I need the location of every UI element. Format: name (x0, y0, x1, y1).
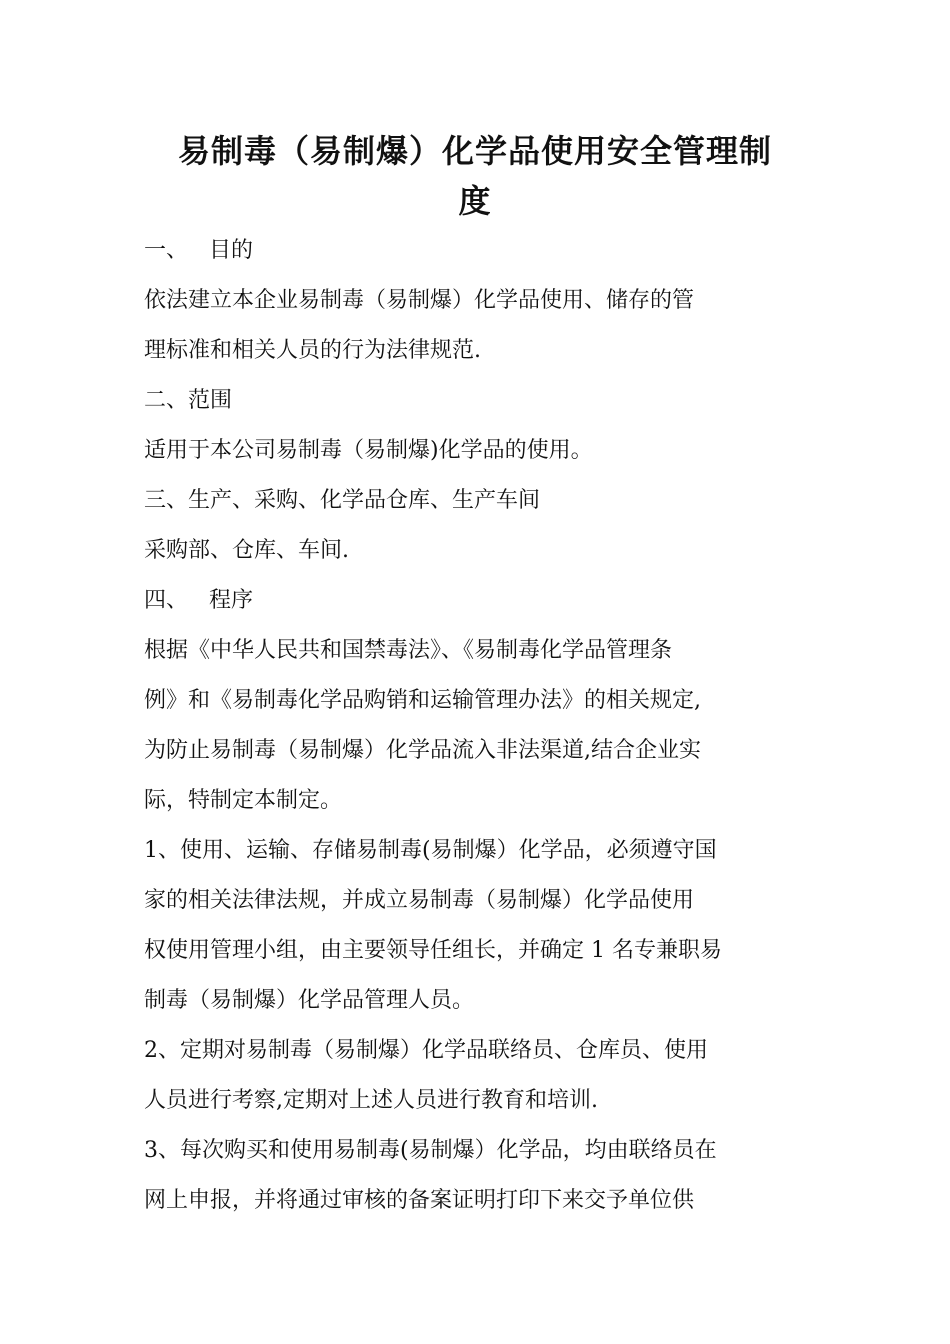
item-1-text-line: 制毒（易制爆）化学品管理人员。 (144, 988, 475, 1013)
section-2-heading: 二、范围 (144, 388, 233, 413)
item-3-text-line: 3、每次购买和使用易制毒(易制爆）化学品，均由联络员在 (144, 1138, 717, 1163)
section-2-text-line: 适用于本公司易制毒（易制爆)化学品的使用。 (144, 438, 593, 463)
title-line-2: 度 (458, 182, 492, 220)
section-4-text-line: 例》和《易制毒化学品购销和运输管理办法》的相关规定, (144, 688, 701, 713)
document-title (120, 126, 830, 226)
section-3-text-line: 采购部、仓库、车间. (144, 538, 349, 563)
section-4-text-line: 根据《中华人民共和国禁毒法》、《易制毒化学品管理条 (144, 638, 673, 663)
section-4-text-line: 为防止易制毒（易制爆）化学品流入非法渠道,结合企业实 (144, 738, 701, 763)
section-1-text-line: 理标准和相关人员的行为法律规范. (144, 338, 481, 363)
title-line-1: 易制毒（易制爆）化学品使用安全管理制 (177, 132, 772, 170)
item-1-text-line: 家的相关法律法规，并成立易制毒（易制爆）化学品使用 (144, 888, 695, 913)
section-3-heading: 三、生产、采购、化学品仓库、生产车间 (144, 488, 541, 513)
item-1-text-line: 1、使用、运输、存储易制毒(易制爆）化学品，必须遵守国 (144, 838, 717, 863)
item-3-text-line: 网上申报，并将通过审核的备案证明打印下来交予单位供 (144, 1188, 695, 1213)
item-2-text-line: 人员进行考察,定期对上述人员进行教育和培训. (144, 1088, 598, 1113)
document-body (144, 226, 812, 1226)
section-1-text-line: 依法建立本企业易制毒（易制爆）化学品使用、储存的管 (144, 288, 695, 313)
section-4-text-line: 际，特制定本制定。 (144, 788, 343, 813)
item-1-text-line: 权使用管理小组，由主要领导任组长，并确定 1 名专兼职易 (144, 938, 722, 963)
item-2-text-line: 2、定期对易制毒（易制爆）化学品联络员、仓库员、使用 (144, 1038, 708, 1063)
section-4-heading: 四、 程序 (144, 588, 253, 613)
section-1-heading: 一、 目的 (144, 238, 253, 263)
